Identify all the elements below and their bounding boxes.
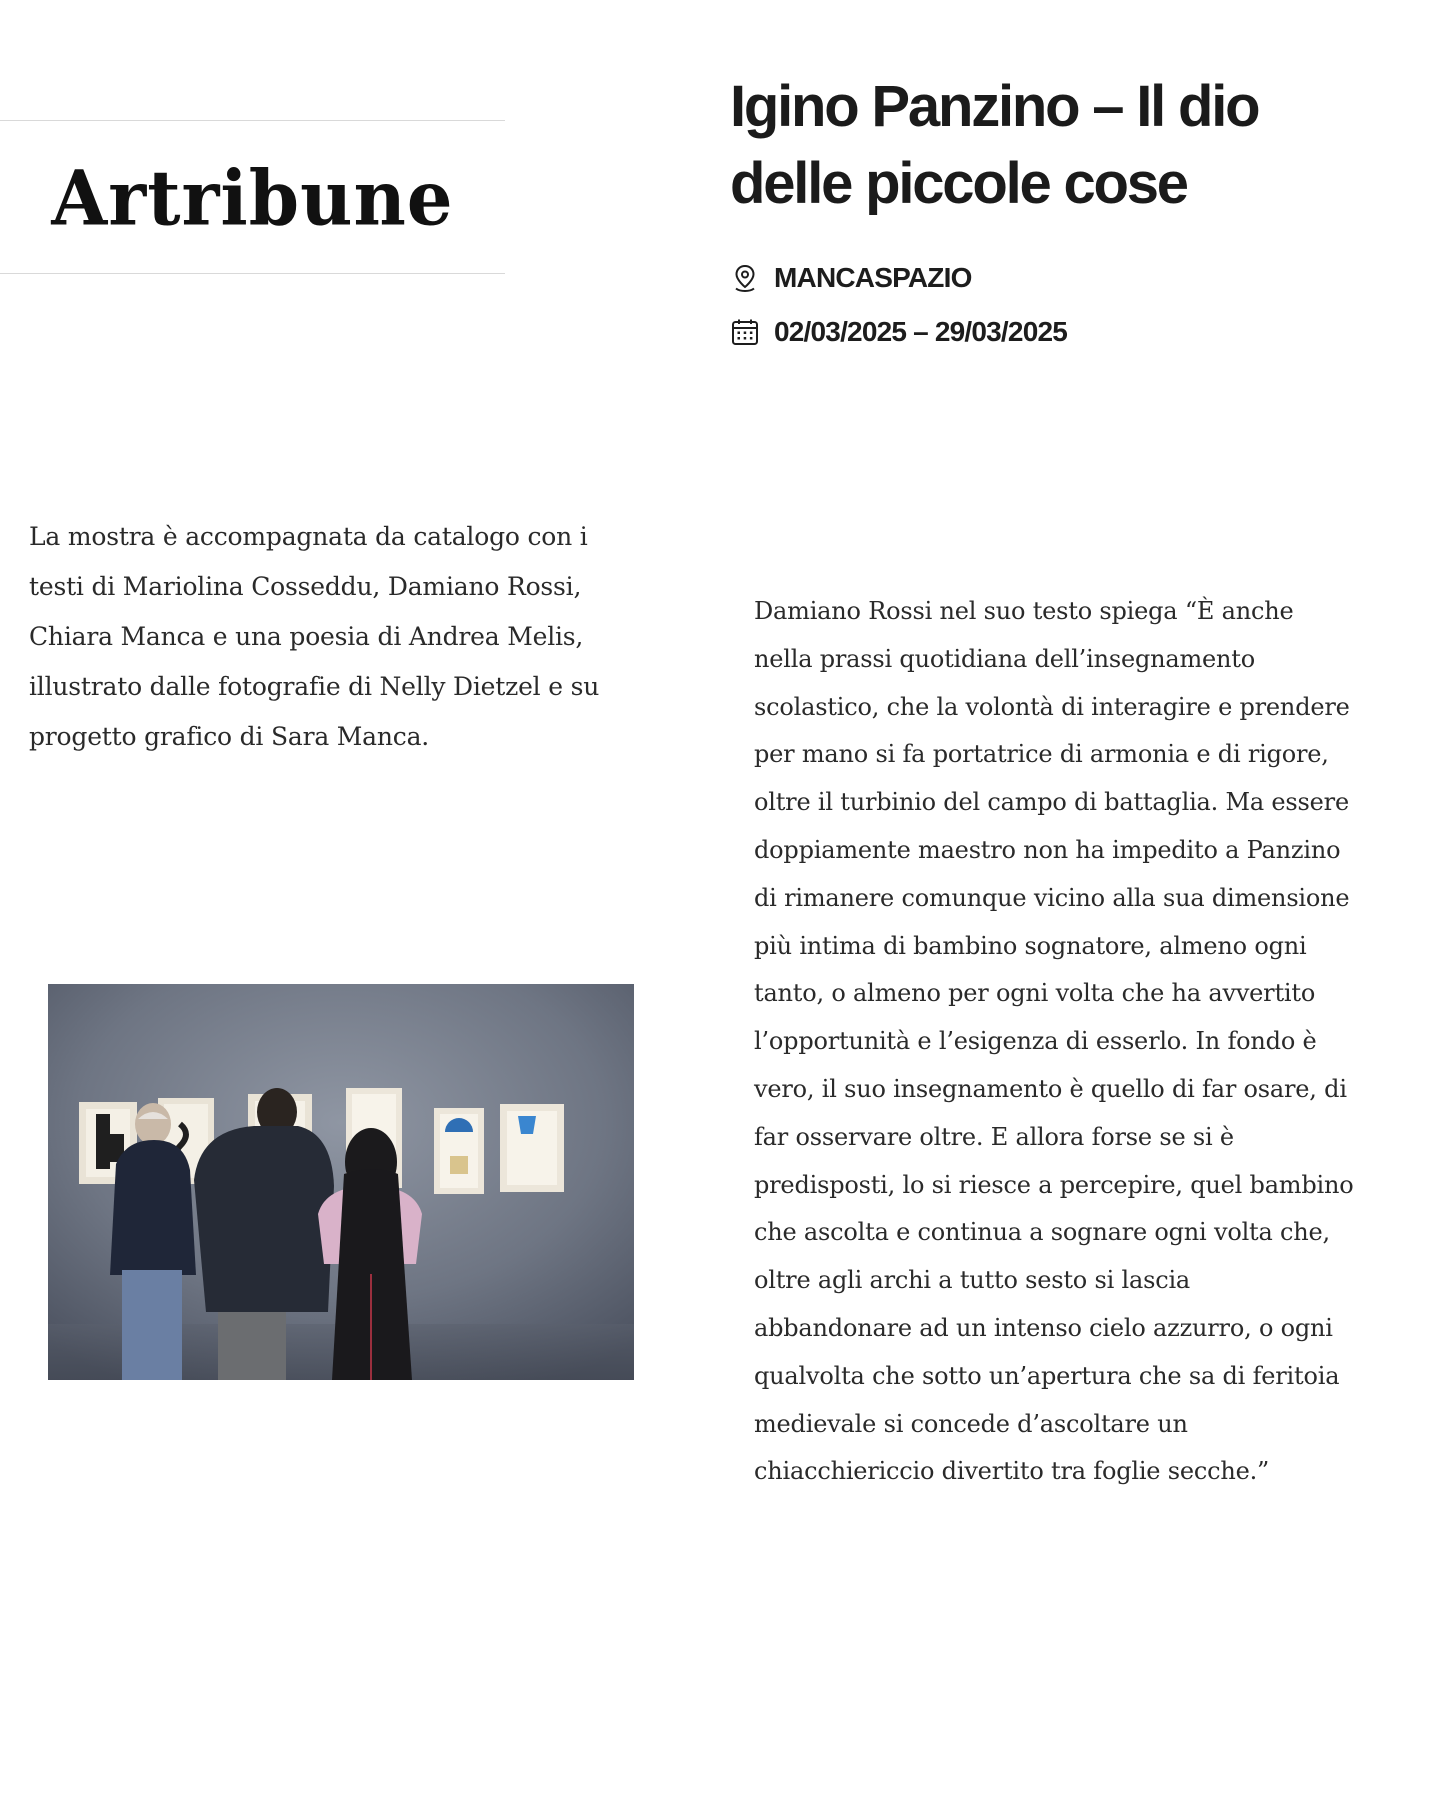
masthead[interactable]	[0, 120, 505, 274]
intro-paragraph: La mostra è accompagnata da catalogo con i testi di Mariolina Cosseddu, Damiano Rossi, Chiara Manca e una poesia di Andrea Melis, illustrato dalle fotografie di Nelly Dietzel e su progetto grafico di Sara Manca.	[29, 522, 600, 751]
artwork-frame	[434, 1108, 484, 1194]
logo[interactable]: Artribune	[51, 152, 454, 242]
calendar-icon	[730, 317, 760, 347]
dates-label: 02/03/2025 – 29/03/2025	[774, 316, 1068, 347]
map-pin-icon	[730, 263, 760, 293]
quote-paragraph: Damiano Rossi nel suo testo spiega “È anche nella prassi quotidiana dell’insegnamento scolastico, che la volontà di interagire e prendere per mano si fa portatrice di armonia e di rigore, oltre il turbinio del campo di battaglia. Ma essere doppiamente maestro non ha impedito a Panzino di rimanere comunque vicino alla sua dimensione più intima di bambino sognatore, almeno ogni tanto, o almeno per ogni volta che ha avvertito l’opportunità e l’esigenza di esserlo. In fondo è vero, il suo insegnamento è quello di far osare, di far osservare oltre. E allora forse se si è predisposti, lo si riesce a percepire, quel bambino che ascolta e continua a sognare ogni volta che, oltre agli archi a tutto sesto si lascia abbandonare ad un intenso cielo azzurro, o ogni qualvolta che sotto un’apertura che sa di feritoia medievale si concede d’ascoltare un chiacchiericcio divertito tra foglie secche.”	[754, 597, 1354, 1486]
exhibition-photo	[48, 984, 634, 1380]
event-location	[730, 262, 1330, 294]
event-dates	[730, 316, 1330, 348]
event-title: Igino Panzino – Il dio delle piccole cose	[730, 74, 1259, 216]
location-label: MANCASPAZIO	[774, 262, 972, 293]
artwork-frame	[500, 1104, 564, 1192]
